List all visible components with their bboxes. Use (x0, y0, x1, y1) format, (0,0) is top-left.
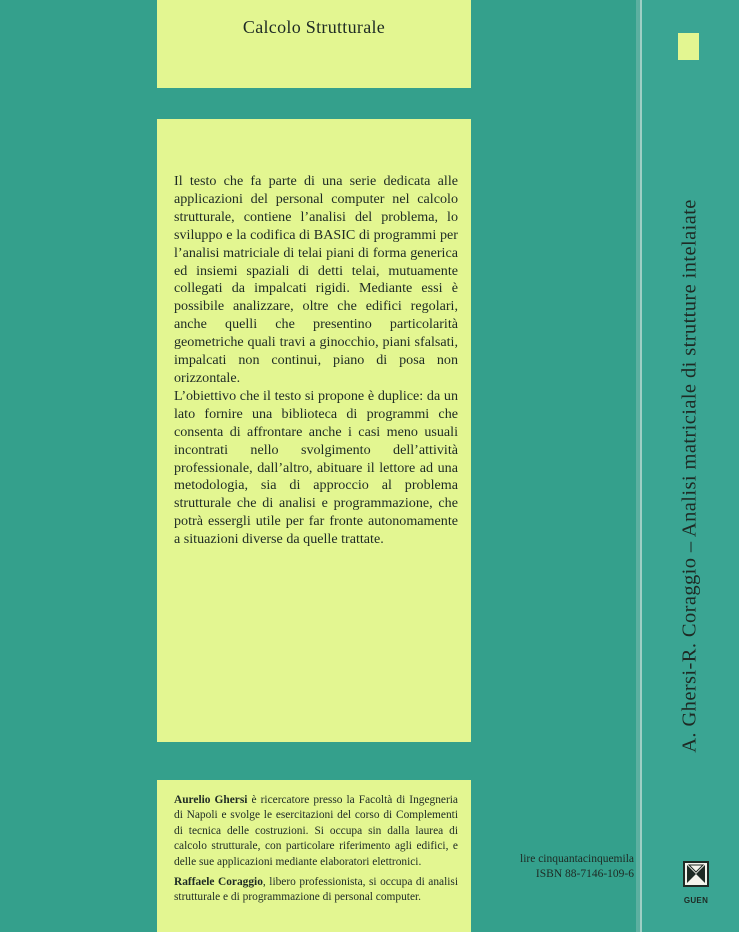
price-block (484, 852, 634, 882)
blurb-paragraph-1: Il testo che fa parte di una serie dedicata alle applicazioni del personal computer nel calcolo strutturale, contiene l’analisi del problema, lo sviluppo e la codifica di BASIC di programmi per l’analisi matriciale di telai piani di forma generica ed insiemi spaziali di detti telai, mutuamente collegati da impalcati rigidi. Mediante essi è possibile analizzare, oltre che edifici regolari, anche quelli che presentino particolarità geometriche quali travi a ginocchio, piani sfalsati, impalcati non continui, piano di posa non orizzontale. (174, 173, 458, 386)
author-1-name: Aurelio Ghersi (174, 794, 248, 806)
blurb-panel (157, 119, 471, 742)
spine-title: A. Ghersi-R. Coraggio – Analisi matriciale di strutture intelaiate (678, 199, 701, 753)
author-2-name: Raffaele Coraggio (174, 876, 263, 889)
author-1-bio (174, 793, 458, 870)
spine-color-square (678, 33, 699, 60)
isbn-text: ISBN 88-7146-109-6 (535, 868, 634, 880)
series-title: Calcolo Strutturale (242, 17, 386, 37)
series-label-panel (157, 0, 471, 88)
price-text: lire cinquantacinquemila (520, 853, 634, 865)
authors-bio-panel (157, 780, 471, 932)
authors-bio (174, 793, 458, 911)
blurb-paragraph-2: L’obiettivo che il testo si propone è duplice: da un lato fornire una biblioteca di programmi che consenta di affrontare anche i casi meno usuali incontrati nello svolgimento dell’attività professionale, dall’altro, abituare il lettore ad una metodologia, sia di approccio al problema strutturale che di analisi e programmazione, che potrà essergli utile per far fronte autonomamente a situazioni diverse da quelle trattate. (174, 387, 458, 548)
author-1-text: è ricercatore presso la Facoltà di Ingegneria di Napoli e svolge le esercitazioni del corso di Complementi di tecnica delle costruzioni. Si occupa sin dalla laurea di calcolo strutturale, con particolare riferimento agli edifici, e delle sue applicazioni mediante elaboratori elettronici. (174, 794, 458, 868)
author-2-bio (174, 875, 458, 906)
publisher-logo-icon (683, 861, 709, 895)
publisher-logo-label: GUEN (683, 896, 709, 905)
author-2-text: , libero professionista, si occupa di analisi strutturale e di programmazione di personal computer. (174, 876, 458, 904)
blurb-text (174, 173, 458, 549)
